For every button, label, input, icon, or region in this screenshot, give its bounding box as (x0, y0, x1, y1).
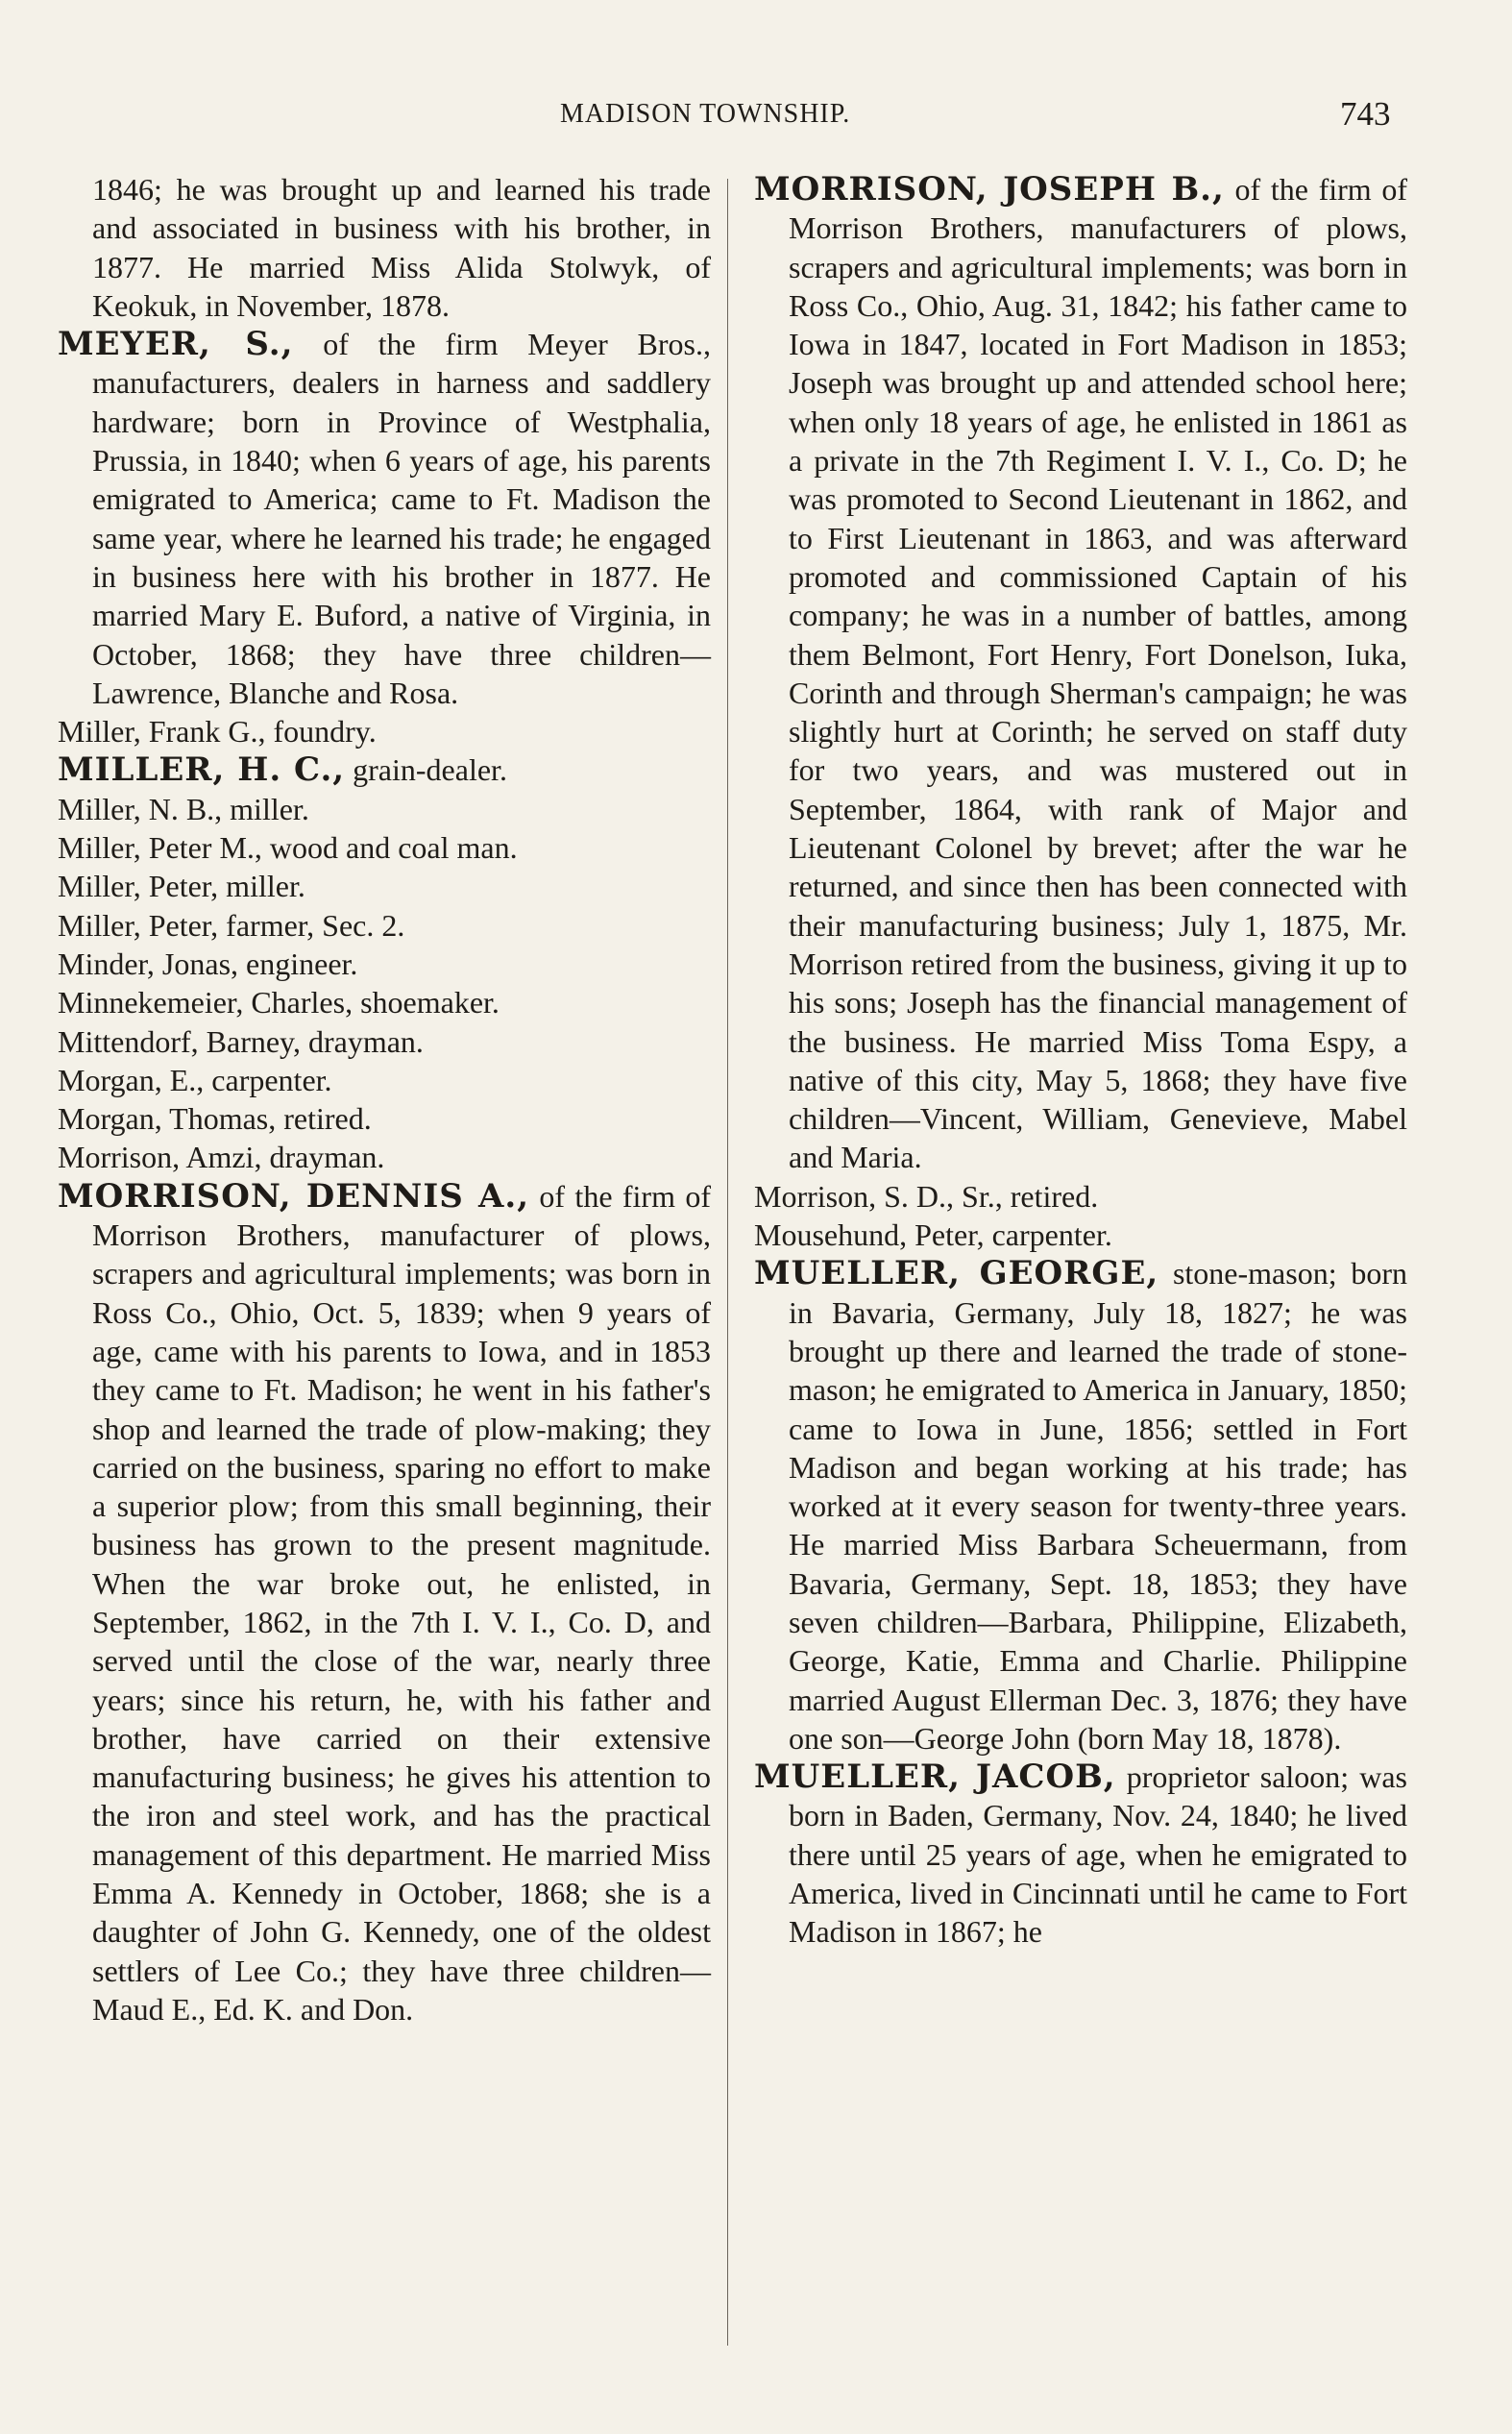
biography-entry (58, 750, 711, 789)
entry-name: MORRISON, DENNIS A., (58, 1176, 530, 1216)
entry-text: Minder, Jonas, engineer. (58, 946, 358, 981)
entry-name: MILLER, H. C., (58, 750, 346, 790)
directory-entry (58, 1022, 711, 1061)
column-divider (727, 179, 728, 2346)
entry-name: MORRISON, JOSEPH B., (754, 170, 1225, 209)
directory-entry (754, 1177, 1407, 1216)
entry-text: Miller, Peter, miller. (58, 869, 305, 904)
entry-text: 1846; he was brought up and learned his trade and associated in business with his brother, in 1877. He married Miss Alida Stolwyk, of Keokuk, in November, 1878. (92, 172, 711, 323)
page-header (0, 90, 1512, 138)
right-column (754, 170, 1407, 1952)
entry-text: Morgan, E., carpenter. (58, 1062, 332, 1097)
directory-entry (58, 867, 711, 905)
entry-text: Morrison, S. D., Sr., retired. (754, 1178, 1099, 1214)
directory-entry (58, 828, 711, 867)
entry-name: MEYER, S., (58, 325, 294, 364)
entry-text: Mousehund, Peter, carpenter. (754, 1217, 1112, 1253)
biography-entry (754, 1254, 1407, 1758)
entry-text: stone-mason; born in Bavaria, Germany, July 18, 1827; he was brought up there and learned the trade of stone-mason; he emigrated to America in January, 1850; came to Iowa in June, 1856; settled in Fort Madison and began working at his trade; has worked at it every season for twenty-three years. He married Miss Barbara Scheuermann, from Bavaria, Germany, Sept. 18, 1853; they have seven children—Barbara, Philippine, Elizabeth, George, Katie, Emma and Charlie. Philippine married August Ellerman Dec. 3, 1876; they have one son—George John (born May 18, 1878). (789, 1256, 1407, 1756)
page-number: 743 (1340, 95, 1391, 133)
directory-entry (58, 1138, 711, 1176)
entry-text: of the firm of Morrison Brothers, manufacturers of plows, scrapers and agricultural implements; was born in Ross Co., Ohio, Aug. 31, 1842; his father came to Iowa in 1847, located in Fort Madison in 1853; Joseph was brought up and attended school here; when only 18 years of age, he enlisted in 1861 as a private in the 7th Regiment I. V. I., Co. D; he was promoted to Second Lieutenant in 1862, and to First Lieutenant in 1863, and was afterward promoted and commissioned Captain of his company; he was in a number of battles, among them Belmont, Fort Henry, Fort Donelson, Iuka, Corinth and through Sherman's campaign; he was slightly hurt at Corinth; he served on staff duty for two years, and was mustered out in September, 1864, with rank of Major and Lieutenant Colonel by brevet; after the war he returned, and since then has been connected with their manufacturing business; July 1, 1875, Mr. Morrison retired from the business, giving it up to his sons; Joseph has the financial management of the business. He married Miss Toma Espy, a native of this city, May 5, 1868; they have five children—Vincent, William, Genevieve, Mabel and Maria. (789, 172, 1408, 1175)
directory-entry (58, 1099, 711, 1138)
entry-name: MUELLER, JACOB, (754, 1758, 1116, 1797)
directory-entry (58, 712, 711, 750)
entry-text: of the firm of Morrison Brothers, manufacturer of plows, scrapers and agricultural implements; was born in Ross Co., Ohio, Oct. 5, 1839; when 9 years of age, came with his parents to Iowa, and in 1853 they came to Ft. Madison; he went in his father's shop and learned the trade of plow-making; they carried on the business, sparing no effort to make a superior plow; from this small beginning, their business has grown to the present magnitude. When the war broke out, he enlisted, in September, 1862, in the 7th I. V. I., Co. D, and served until the close of the war, nearly three years; since his return, he, with his father and brother, have carried on their extensive manufacturing business; he gives his attention to the iron and steel work, and has the practical management of this department. He married Miss Emma A. Kennedy in October, 1868; she is a daughter of John G. Kennedy, one of the oldest settlers of Lee Co.; they have three children—Maud E., Ed. K. and Don. (92, 1178, 711, 2027)
directory-entry (58, 790, 711, 828)
directory-entry (58, 1061, 711, 1099)
biography-entry (754, 170, 1407, 1177)
entry-text: Morrison, Amzi, drayman. (58, 1140, 385, 1175)
entry-text: Morgan, Thomas, retired. (58, 1101, 372, 1137)
entry-text: of the firm Meyer Bros., manufacturers, dealers in harness and saddlery hardware; born in Province of Westphalia, Prussia, in 1840; when 6 years of age, his parents emigrated to America; came to Ft. Madison the same year, where he learned his trade; he engaged in business here with his brother in 1877. He married Mary E. Buford, a native of Virginia, in October, 1868; they have three children—Lawrence, Blanche and Rosa. (92, 327, 711, 710)
entry-text: grain-dealer. (345, 752, 507, 788)
entry-text: Minnekemeier, Charles, shoemaker. (58, 985, 500, 1020)
entry-text: Miller, Peter, farmer, Sec. 2. (58, 907, 405, 943)
entry-text: Miller, Frank G., foundry. (58, 714, 377, 750)
running-head: MADISON TOWNSHIP. (560, 99, 851, 129)
continued-entry (58, 170, 711, 325)
biography-entry (58, 325, 711, 712)
directory-entry (58, 983, 711, 1021)
entry-name: MUELLER, GEORGE, (754, 1254, 1159, 1293)
entry-text: Miller, Peter M., wood and coal man. (58, 830, 518, 866)
directory-entry (58, 906, 711, 945)
entry-text: proprietor saloon; was born in Baden, Germany, Nov. 24, 1840; he lived there until 25 years of age, when he emigrated to America, lived in Cincinnati until he came to Fort Madison in 1867; he (789, 1759, 1408, 1950)
entry-text: Mittendorf, Barney, drayman. (58, 1023, 424, 1059)
directory-entry (754, 1216, 1407, 1254)
biography-entry (754, 1758, 1407, 1951)
entry-text: Miller, N. B., miller. (58, 791, 309, 826)
directory-entry (58, 945, 711, 983)
biography-entry (58, 1177, 711, 2029)
left-column (58, 170, 711, 2028)
